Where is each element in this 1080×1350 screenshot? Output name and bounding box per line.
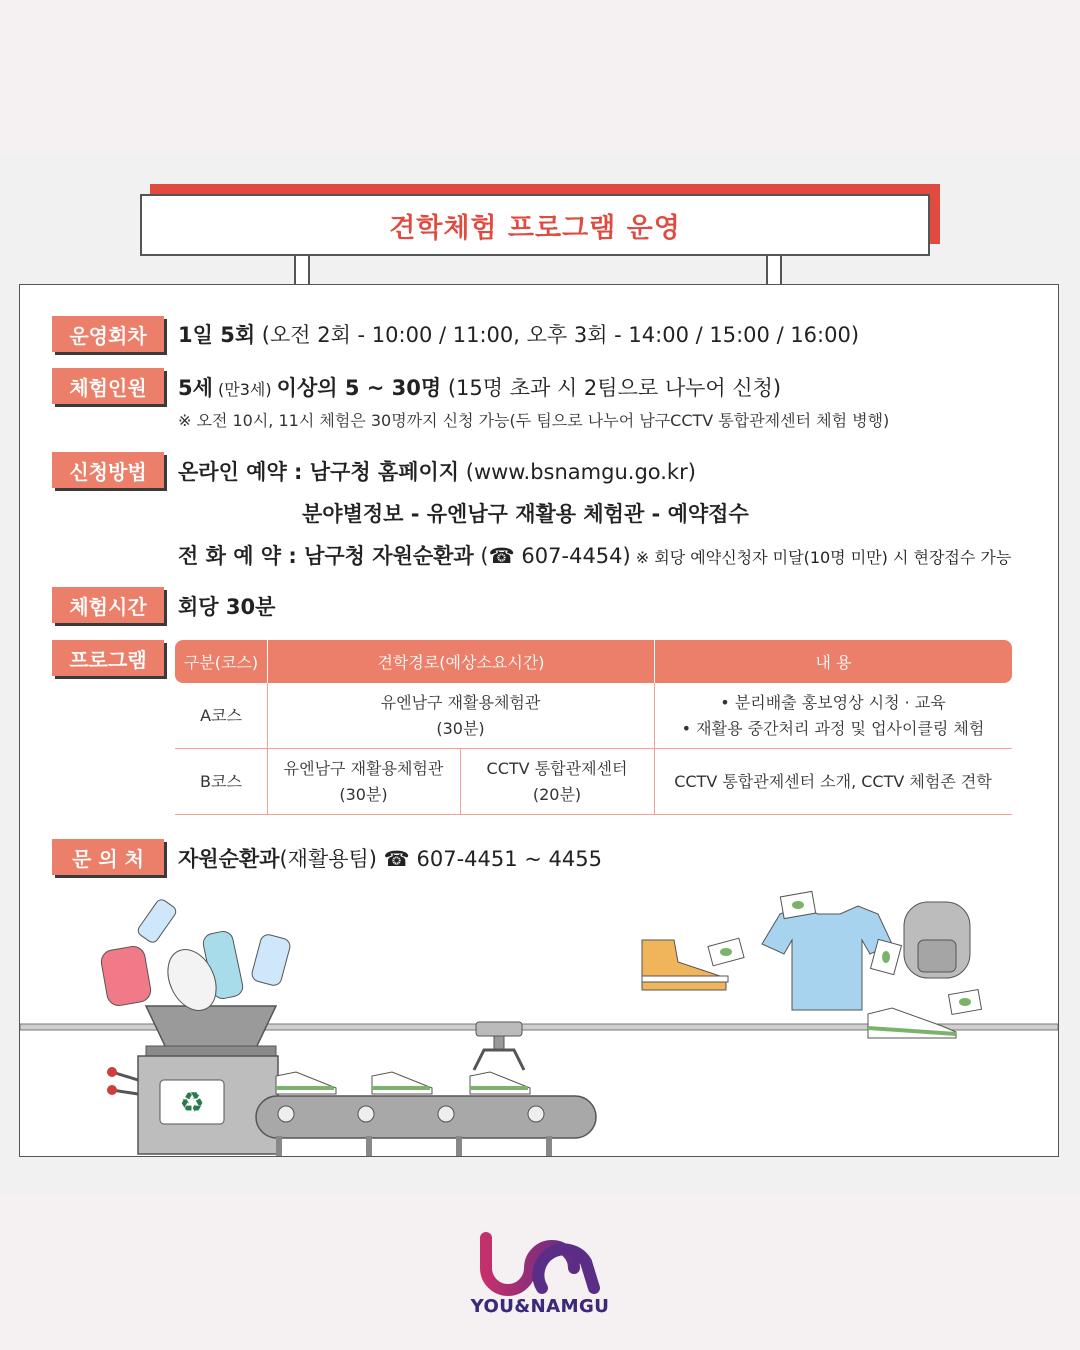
header-route: 견학경로(예상소요시간) (267, 640, 654, 683)
sign-post-left (294, 256, 310, 286)
capacity-age: 5세 (178, 376, 213, 400)
apply-online (178, 456, 696, 486)
table-row-b-route2 (460, 749, 654, 814)
apply-phone-note: ※ 회당 예약신청자 미달(10명 미만) 시 현장접수 가능 (630, 548, 1012, 567)
duration-value: 회당 30분 (178, 595, 276, 619)
capacity-note: ※ 오전 10시, 11시 체험은 30명까지 신청 가능(두 팀으로 나누어 남구CCTV 통합관제센터 체험 병행) (178, 411, 890, 430)
table-row-a-route (267, 683, 654, 748)
label-contact: 문 의 처 (52, 839, 164, 875)
table-row-a-content (654, 683, 1012, 748)
header-content: 내 용 (654, 640, 1012, 683)
recycle-icon: ♻ (179, 1086, 205, 1119)
session-detail: (오전 2회 - 10:00 / 11:00, 오후 3회 - 14:00 / 15:00 / 16:00) (255, 323, 860, 347)
contact-dept: 자원순환과 (178, 847, 280, 871)
table-divider (175, 814, 1012, 815)
table-row-b-course: B코스 (200, 771, 242, 791)
content-item: • 재활용 중간처리 과정 및 업사이클링 체험 (681, 718, 985, 738)
contact-team: (재활용팀) (279, 847, 384, 871)
session-text (178, 319, 859, 349)
title-sign (140, 194, 930, 256)
header-course: 구분(코스) (183, 653, 259, 672)
session-main: 1일 5회 (178, 323, 256, 347)
content-item: • 분리배출 홍보영상 시청 · 교육 (720, 692, 946, 712)
apply-online-url[interactable]: (www.bsnamgu.go.kr) (459, 460, 696, 484)
program-table-header (175, 640, 1012, 683)
label-session: 운영회차 (52, 316, 164, 352)
route-text: 유엔남구 재활용체험관 (380, 692, 541, 712)
apply-online-site: 남구청 홈페이지 (309, 460, 460, 484)
apply-phone (178, 540, 1011, 570)
capacity-range: 이상의 5 ~ 30명 (276, 376, 442, 400)
apply-online-path: 분야별정보 - 유엔남구 재활용 체험관 - 예약접수 (302, 502, 749, 526)
sign-post-right (766, 256, 782, 286)
contact-phone: ☎ 607-4451 ~ 4455 (383, 847, 602, 871)
table-row-b-content: CCTV 통합관제센터 소개, CCTV 체험존 견학 (674, 771, 992, 791)
apply-phone-number: (☎ 607-4454) (473, 544, 631, 568)
table-row-b-route1 (267, 749, 460, 814)
route-text: CCTV 통합관제센터 (486, 758, 628, 778)
label-program: 프로그램 (52, 640, 164, 676)
label-capacity: 체험인원 (52, 368, 164, 404)
route-time: (30분) (436, 718, 485, 738)
route-time: (30분) (339, 784, 388, 804)
page-title: 견학체험 프로그램 운영 (389, 212, 681, 244)
apply-phone-dept: 남구청 자원순환과 (304, 544, 474, 568)
apply-online-label: 온라인 예약 : (178, 460, 310, 484)
label-apply: 신청방법 (52, 452, 164, 488)
contact-text (178, 843, 602, 873)
logo-text (0, 1296, 1080, 1317)
recycling-illustration (20, 880, 1058, 1156)
route-text: 유엔남구 재활용체험관 (283, 758, 444, 778)
logo-wordmark: YOU&NAMGU (470, 1296, 610, 1317)
label-duration: 체험시간 (52, 587, 164, 623)
route-time: (20분) (532, 784, 582, 804)
capacity-age-note: (만3세) (212, 380, 277, 399)
capacity-text (178, 372, 781, 402)
capacity-range-note: (15명 초과 시 2팀으로 나누어 신청) (441, 376, 782, 400)
logo-mark (480, 1232, 600, 1296)
table-row-a-course: A코스 (200, 705, 242, 725)
apply-phone-label: 전 화 예 약 : (178, 544, 305, 568)
